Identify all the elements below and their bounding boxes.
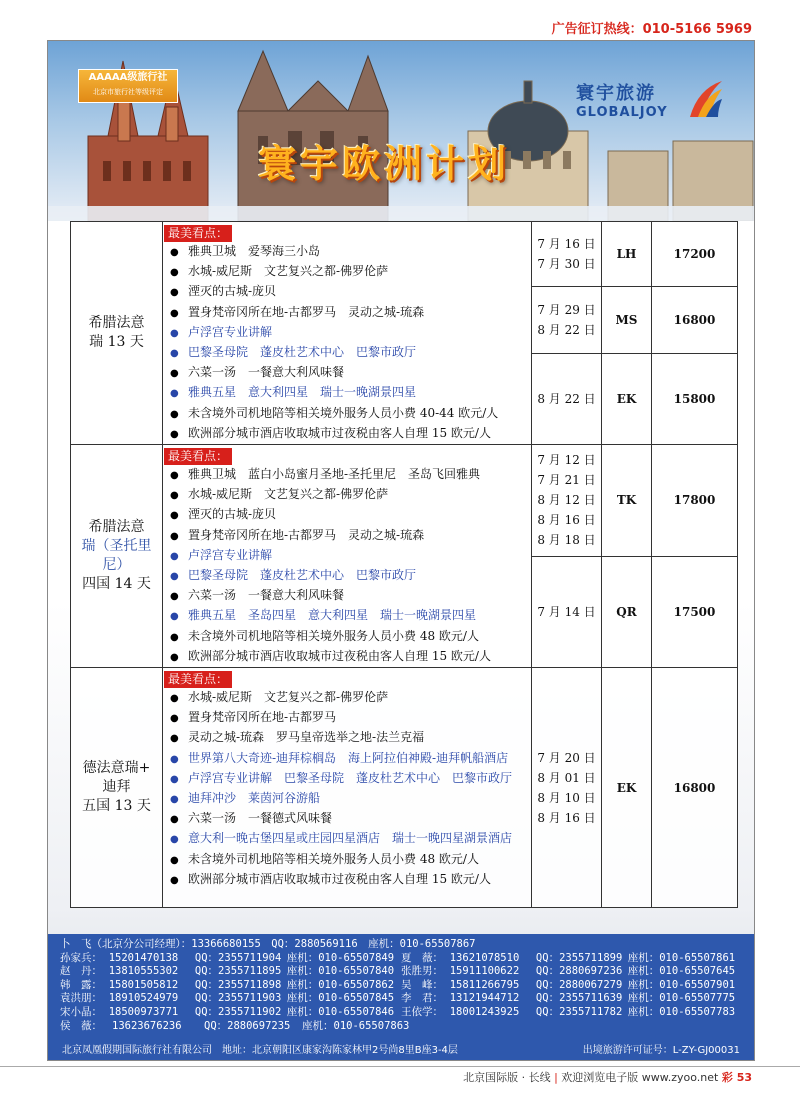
contact-landline: 座机：010-65507861 xyxy=(627,951,736,964)
airline-code: QR xyxy=(602,556,652,668)
contact-mobile: 18001243925 xyxy=(449,1005,520,1018)
contact-landline: 座机：010-65507846 xyxy=(286,1005,395,1018)
highlight-item: ● 巴黎圣母院 蓬皮杜艺术中心 巴黎市政厅 xyxy=(163,343,531,363)
contact-name: 吴 峰： xyxy=(401,978,444,991)
departure-date: 7 月 30 日 xyxy=(537,256,596,271)
contact-mobile: 13621078510 xyxy=(449,951,520,964)
tour-price: 16800 xyxy=(652,668,738,908)
logo-swoosh-icon xyxy=(688,79,724,119)
globaljoy-logo xyxy=(576,79,716,139)
airline-code: MS xyxy=(602,286,652,353)
departure-date: 7 月 14 日 xyxy=(537,604,596,619)
highlight-item: ● 欧洲部分城市酒店收取城市过夜税由客人自理 15 欧元/人 xyxy=(163,647,531,667)
highlight-item: ● 雅典卫城 爱琴海三小岛 xyxy=(163,242,531,262)
highlight-item: ● 意大利一晚古堡四星或庄园四星酒店 瑞士一晚四星湖景酒店 xyxy=(163,829,531,849)
departure-date: 8 月 18 日 xyxy=(537,533,596,548)
contact-qq: QQ：2355711898 xyxy=(194,978,282,991)
route-option-row xyxy=(71,668,738,908)
contact-mobile: 15911100622 xyxy=(449,965,520,978)
highlight-item: ● 置身梵帝冈所在地-古都罗马 灵动之城-琉森 xyxy=(163,526,531,546)
route-option-row xyxy=(71,445,738,557)
highlight-item: ● 雅典五星 意大利四星 瑞士一晚湖景四星 xyxy=(163,383,531,403)
company-footer xyxy=(62,1041,740,1056)
highlight-item: ● 欧洲部分城市酒店收取城市过夜税由客人自理 15 欧元/人 xyxy=(163,870,531,890)
contact-landline: 座机：010-65507840 xyxy=(286,965,395,978)
tour-price: 17200 xyxy=(652,222,738,287)
contact-name: 赵 丹： xyxy=(60,965,102,978)
departure-date: 7 月 12 日 xyxy=(537,453,596,468)
contact-name: 宋小晶： xyxy=(60,1005,102,1018)
contact-name: 孙家兵： xyxy=(60,951,102,964)
contact-row xyxy=(60,1020,742,1034)
route-table xyxy=(70,221,738,908)
contact-landline: 座机：010-65507783 xyxy=(627,1005,736,1018)
highlight-item: ● 未含境外司机地陪等相关境外服务人员小费 40-44 欧元/人 xyxy=(163,404,531,424)
departure-date: 7 月 16 日 xyxy=(537,236,596,251)
departure-dates xyxy=(532,556,602,668)
contact-qq: QQ：2355711903 xyxy=(194,992,282,1005)
contact-mobile: 18910524979 xyxy=(108,992,179,1005)
contact-mobile: 18500973771 xyxy=(108,1005,179,1018)
highlight-item: ● 湮灭的古城-庞贝 xyxy=(163,505,531,525)
bottom-divider xyxy=(0,1066,800,1067)
route-name-line: 希腊法意 xyxy=(88,315,145,332)
departure-date: 8 月 22 日 xyxy=(537,322,596,337)
route-name xyxy=(71,445,163,668)
contact-name: 张胜男： xyxy=(401,965,444,978)
highlight-item: ● 卢浮宫专业讲解 巴黎圣母院 蓬皮杜艺术中心 巴黎市政厅 xyxy=(163,769,531,789)
highlights-cell xyxy=(163,222,532,445)
highlights-label: 最美看点： xyxy=(164,448,232,465)
contact-mobile: 13623676236 xyxy=(112,1019,182,1032)
aaaaa-rating-badge xyxy=(78,69,178,103)
contact-name: 袁洪朋： xyxy=(60,992,102,1005)
footer-site: 欢迎浏览电子版 www.zyoo.net xyxy=(561,1071,719,1084)
contact-mobile: 13121944712 xyxy=(449,992,520,1005)
company-address: 北京凤凰假期国际旅行社有限公司 地址：北京朝阳区康家沟陈家林甲2号尚8里B座3-4层 xyxy=(62,1045,458,1056)
contact-qq: QQ：2355711904 xyxy=(194,951,282,964)
tour-price: 16800 xyxy=(652,286,738,353)
page-frame xyxy=(47,40,755,1061)
page-footer: 北京国际版 · 长线 | 欢迎浏览电子版 www.zyoo.net 彩 53 xyxy=(463,1071,752,1084)
highlights-list xyxy=(163,688,531,890)
contact-name: 王依学： xyxy=(401,1005,444,1018)
highlight-item: ● 欧洲部分城市酒店收取城市过夜税由客人自理 15 欧元/人 xyxy=(163,424,531,444)
highlight-item: ● 世界第八大奇迹-迪拜棕榈岛 海上阿拉伯神殿-迪拜帆船酒店 xyxy=(163,749,531,769)
highlight-item: ● 置身梵帝冈所在地-古都罗马 xyxy=(163,708,531,728)
contact-qq: QQ：2355711895 xyxy=(194,965,282,978)
tour-price: 17800 xyxy=(652,445,738,557)
route-name-line: 四国 14 天 xyxy=(82,576,151,593)
badge-caption: 北京市旅行社等级评定 xyxy=(93,88,163,96)
departure-date: 8 月 12 日 xyxy=(537,493,596,508)
contact-row xyxy=(60,952,742,966)
route-name xyxy=(71,668,163,908)
highlight-item: ● 六菜一汤 一餐德式风味餐 xyxy=(163,809,531,829)
departure-date: 8 月 22 日 xyxy=(537,391,596,406)
contact-mobile: 13810555302 xyxy=(108,965,179,978)
contact-qq: QQ：2355711639 xyxy=(535,992,623,1005)
contact-mobile: 15811266795 xyxy=(449,978,520,991)
airline-code: EK xyxy=(602,668,652,908)
route-name-line: 德法意瑞+ xyxy=(82,760,151,777)
contact-mobile: 15201470138 xyxy=(108,951,179,964)
contact-row xyxy=(60,1006,742,1020)
highlights-label: 最美看点： xyxy=(164,225,232,242)
route-name-line: 迪拜 xyxy=(102,779,131,796)
departure-date: 8 月 10 日 xyxy=(537,790,596,805)
logo-english: GLOBALJOY xyxy=(576,105,668,120)
departure-dates xyxy=(532,353,602,444)
contact-landline: 座机：010-65507901 xyxy=(627,978,736,991)
route-name-line: 瑞 13 天 xyxy=(89,334,144,351)
ad-hotline: 广告征订热线：010-5166 5969 xyxy=(551,22,752,37)
tour-price: 17500 xyxy=(652,556,738,668)
departure-dates xyxy=(532,445,602,557)
airline-code: EK xyxy=(602,353,652,444)
highlight-item: ● 水城-威尼斯 文艺复兴之都-佛罗伦萨 xyxy=(163,688,531,708)
contact-landline: 座机：010-65507775 xyxy=(627,992,736,1005)
departure-dates xyxy=(532,286,602,353)
contact-mobile: 15801505812 xyxy=(108,978,179,991)
route-name-line: 五国 13 天 xyxy=(82,798,151,815)
airline-code: TK xyxy=(602,445,652,557)
contact-row xyxy=(60,965,742,979)
highlight-item: ● 六菜一汤 一餐意大利风味餐 xyxy=(163,363,531,383)
logo-chinese: 寰宇旅游 xyxy=(576,83,656,104)
contact-qq: QQ：2880697236 xyxy=(535,965,623,978)
contact-row xyxy=(60,979,742,993)
route-name-line: 希腊法意 xyxy=(88,519,145,536)
contact-name: 侯 薇： xyxy=(60,1019,102,1032)
contact-landline: 座机：010-65507645 xyxy=(627,965,736,978)
highlights-cell xyxy=(163,668,532,908)
highlights-label: 最美看点： xyxy=(164,671,232,688)
route-name-line: 瑞（圣托里 xyxy=(81,538,152,555)
departure-date: 8 月 16 日 xyxy=(537,513,596,528)
highlight-item: ● 水城-威尼斯 文艺复兴之都-佛罗伦萨 xyxy=(163,262,531,282)
contacts-section xyxy=(48,934,754,1060)
contact-qq: QQ：2355711782 xyxy=(535,1005,623,1018)
highlight-item: ● 雅典五星 圣岛四星 意大利四星 瑞士一晚湖景四星 xyxy=(163,606,531,626)
footer-section: 北京国际版 · 长线 xyxy=(463,1071,551,1084)
license-number: 出境旅游许可证号：L-ZY-GJ00031 xyxy=(582,1045,740,1056)
highlight-item: ● 巴黎圣母院 蓬皮杜艺术中心 巴黎市政厅 xyxy=(163,566,531,586)
contact-qq: QQ：2880067279 xyxy=(535,978,623,991)
highlights-cell xyxy=(163,445,532,668)
page-title: 寰宇欧洲计划 xyxy=(258,142,511,186)
contact-name: 夏 薇： xyxy=(401,951,444,964)
footer-page-number: 彩 53 xyxy=(721,1071,752,1084)
contact-qq: QQ：2355711902 xyxy=(194,1005,282,1018)
tour-price: 15800 xyxy=(652,353,738,444)
contact-name: 李 君： xyxy=(401,992,444,1005)
highlight-item: ● 灵动之城-琉森 罗马皇帝选举之地-法兰克福 xyxy=(163,728,531,748)
departure-date: 8 月 01 日 xyxy=(537,770,596,785)
highlight-item: ● 迪拜冲沙 莱茵河谷游船 xyxy=(163,789,531,809)
route-name-line: 尼） xyxy=(102,557,131,574)
contact-row xyxy=(60,992,742,1006)
highlight-item: ● 湮灭的古城-庞贝 xyxy=(163,282,531,302)
contact-landline: 座机：010-65507863 xyxy=(302,1019,410,1032)
highlight-item: ● 未含境外司机地陪等相关境外服务人员小费 48 欧元/人 xyxy=(163,627,531,647)
banner xyxy=(48,41,754,221)
contact-name: 韩 露： xyxy=(60,978,102,991)
departure-date: 7 月 20 日 xyxy=(537,750,596,765)
highlight-item: ● 六菜一汤 一餐意大利风味餐 xyxy=(163,586,531,606)
highlight-item: ● 雅典卫城 蓝白小岛蜜月圣地-圣托里尼 圣岛飞回雅典 xyxy=(163,465,531,485)
route-option-row xyxy=(71,222,738,287)
airline-code: LH xyxy=(602,222,652,287)
highlight-item: ● 卢浮宫专业讲解 xyxy=(163,323,531,343)
manager-contact: 卜 飞（北京分公司经理）：13366680155 QQ：2880569116 座机：010-65507867 xyxy=(60,938,476,950)
departure-date: 7 月 21 日 xyxy=(537,473,596,488)
badge-rating: AAAAA级旅行社 xyxy=(88,72,168,83)
highlight-item: ● 置身梵帝冈所在地-古都罗马 灵动之城-琉森 xyxy=(163,303,531,323)
contact-landline: 座机：010-65507845 xyxy=(286,992,395,1005)
contact-landline: 座机：010-65507862 xyxy=(286,978,395,991)
departure-dates xyxy=(532,668,602,908)
contact-qq: QQ：2880697235 xyxy=(204,1019,291,1032)
departure-date: 8 月 16 日 xyxy=(537,810,596,825)
route-name xyxy=(71,222,163,445)
highlight-item: ● 未含境外司机地陪等相关境外服务人员小费 48 欧元/人 xyxy=(163,850,531,870)
departure-date: 7 月 29 日 xyxy=(537,302,596,317)
contact-qq: QQ：2355711899 xyxy=(535,951,623,964)
highlight-item: ● 卢浮宫专业讲解 xyxy=(163,546,531,566)
departure-dates xyxy=(532,222,602,287)
highlights-list xyxy=(163,465,531,667)
highlights-list xyxy=(163,242,531,444)
contact-landline: 座机：010-65507849 xyxy=(286,951,395,964)
highlight-item: ● 水城-威尼斯 文艺复兴之都-佛罗伦萨 xyxy=(163,485,531,505)
